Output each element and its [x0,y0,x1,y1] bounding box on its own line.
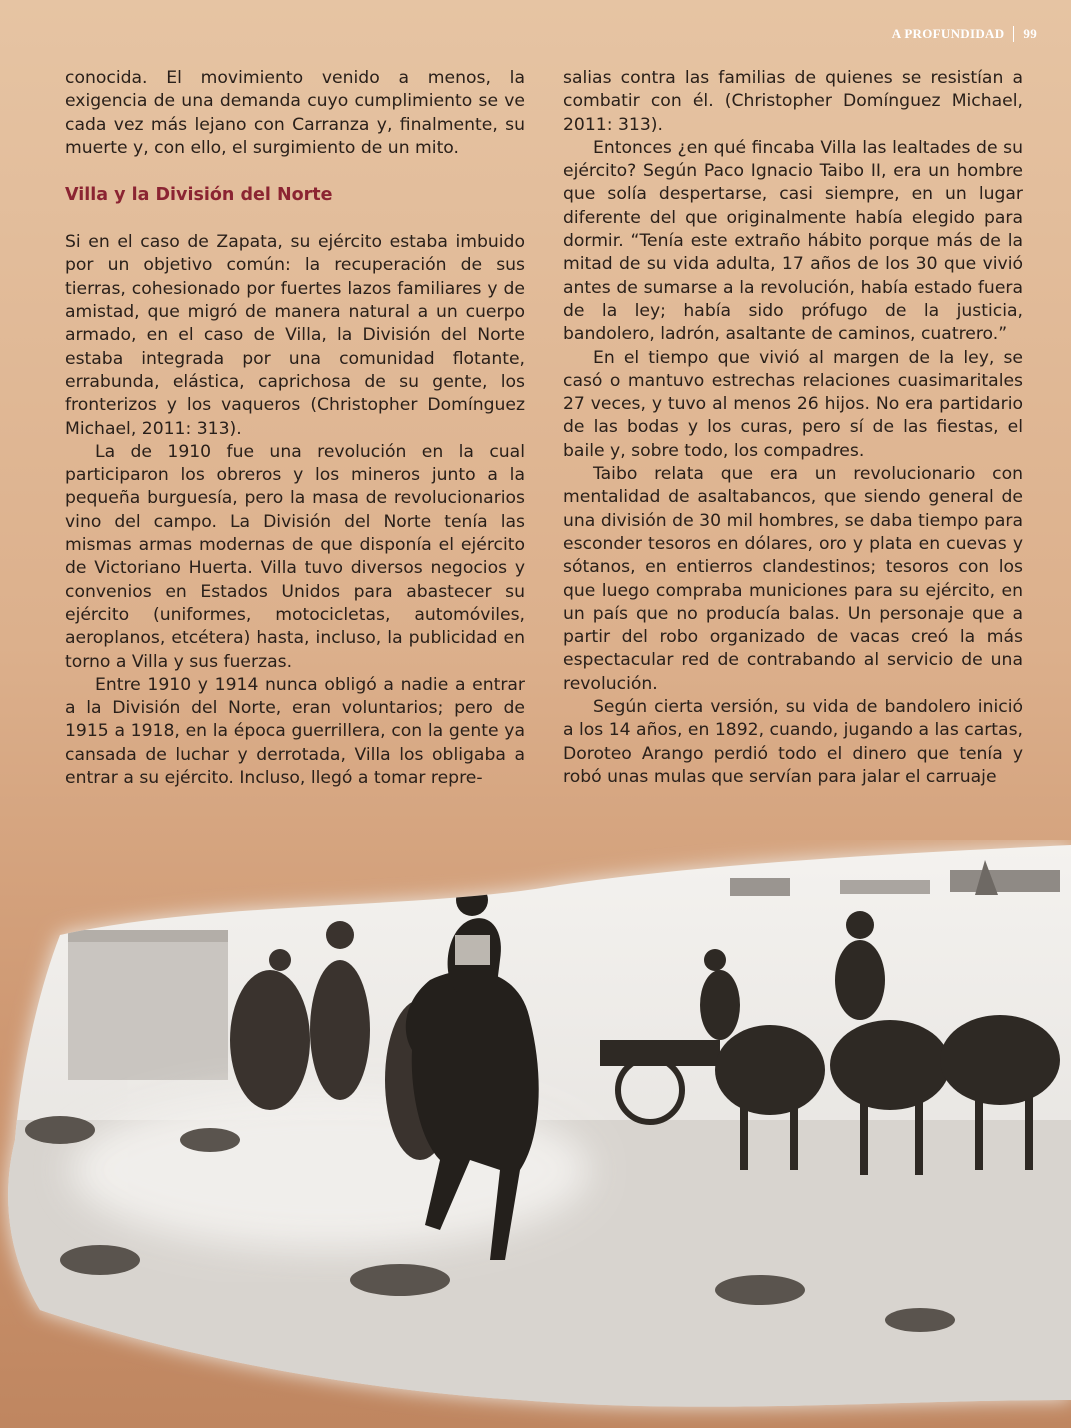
page-number: 99 [1023,26,1037,41]
historical-photo [0,840,1071,1428]
right-column [563,67,1023,789]
paragraph: conocida. El movimiento venido a menos, la exigencia de una demanda cuyo cumplimiento se ve cada vez más lejano con Carranza y, finalmente, su muerte y, con ello, el surgimiento de un mito. [65,68,525,158]
section-heading: Villa y la División del Norte [65,185,333,206]
paragraph: En el tiempo que vivió al margen de la ley, se casó o mantuvo estrechas relaciones cuasimaritales 27 veces, y tuvo al menos 26 hijos. No era partidario de las bodas y los curas, pero sí de las fiestas, el baile y, sobre todo, los compadres. [563,347,1023,461]
paragraph: Entonces ¿en qué fincaba Villa las lealtades de su ejército? Según Paco Ignacio Taibo II, era un hombre que solía despertarse, casi siempre, en un lugar diferente del que originalmente había elegido para dormir. “Tenía este extraño hábito porque más de la mitad de su vida adulta, 17 años de los 30 que vivió antes de sumarse a la revolución, había estado fuera de la ley; había sido prófugo de la justicia, bandolero, ladrón, asaltante de caminos, cuatrero.” [563,137,1023,345]
section-label: A PROFUNDIDAD [891,26,1005,41]
paragraph: salias contra las familias de quienes se resistían a combatir con él. (Christopher Domínguez Michael, 2011: 313). [563,68,1023,135]
running-head [892,26,1037,42]
left-column [65,67,525,790]
paragraph: Taibo relata que era un revolucionario con mentalidad de asaltabancos, que siendo general de una división de 30 mil hombres, se daba tiempo para esconder tesoros en dólares, oro y plata en cuevas y sótanos, en entierros clandestinos; tesoros con los que luego compraba municiones para su ejército, en un país que no producía balas. Un personaje que a partir del robo organizado de vacas creó la más espectacular red de contrabando al servicio de una revolución. [563,464,1023,694]
paragraph: Si en el caso de Zapata, su ejército estaba imbuido por un objetivo común: la recuperación de sus tierras, cohesionado por fuertes lazos familiares y de amistad, que migró de manera natural a un cuerpo armado, en el caso de Villa, la División del Norte estaba integrada por una comunidad flotante, errabunda, elástica, caprichosa de su gente, los fronterizos y los vaqueros (Christopher Domínguez Michael, 2011: 313). [65,232,525,439]
paragraph: La de 1910 fue una revolución en la cual participaron los obreros y los mineros junto a la pequeña burguesía, pero la masa de revolucionarios vino del campo. La División del Norte tenía las mismas armas modernas de que disponía el ejército de Victoriano Huerta. Villa tuvo diversos negocios y convenios en Estados Unidos para abastecer su ejército (uniformes, motocicletas, automóviles, aeroplanos, etcétera) hasta, incluso, la publicidad en torno a Villa y sus fuerzas. [65,441,525,672]
paragraph: Entre 1910 y 1914 nunca obligó a nadie a entrar a la División del Norte, eran voluntarios; pero de 1915 a 1918, en la época guerrillera, con la gente ya cansada de luchar y derrotada, Villa los obligaba a entrar a su ejército. Incluso, llegó a tomar repre- [65,674,525,789]
paragraph: Según cierta versión, su vida de bandolero inició a los 14 años, en 1892, cuando, jugando a las cartas, Doroteo Arango perdió todo el dinero que tenía y robó unas mulas que servían para jalar el carruaje [563,697,1023,787]
header-divider [1013,26,1014,42]
